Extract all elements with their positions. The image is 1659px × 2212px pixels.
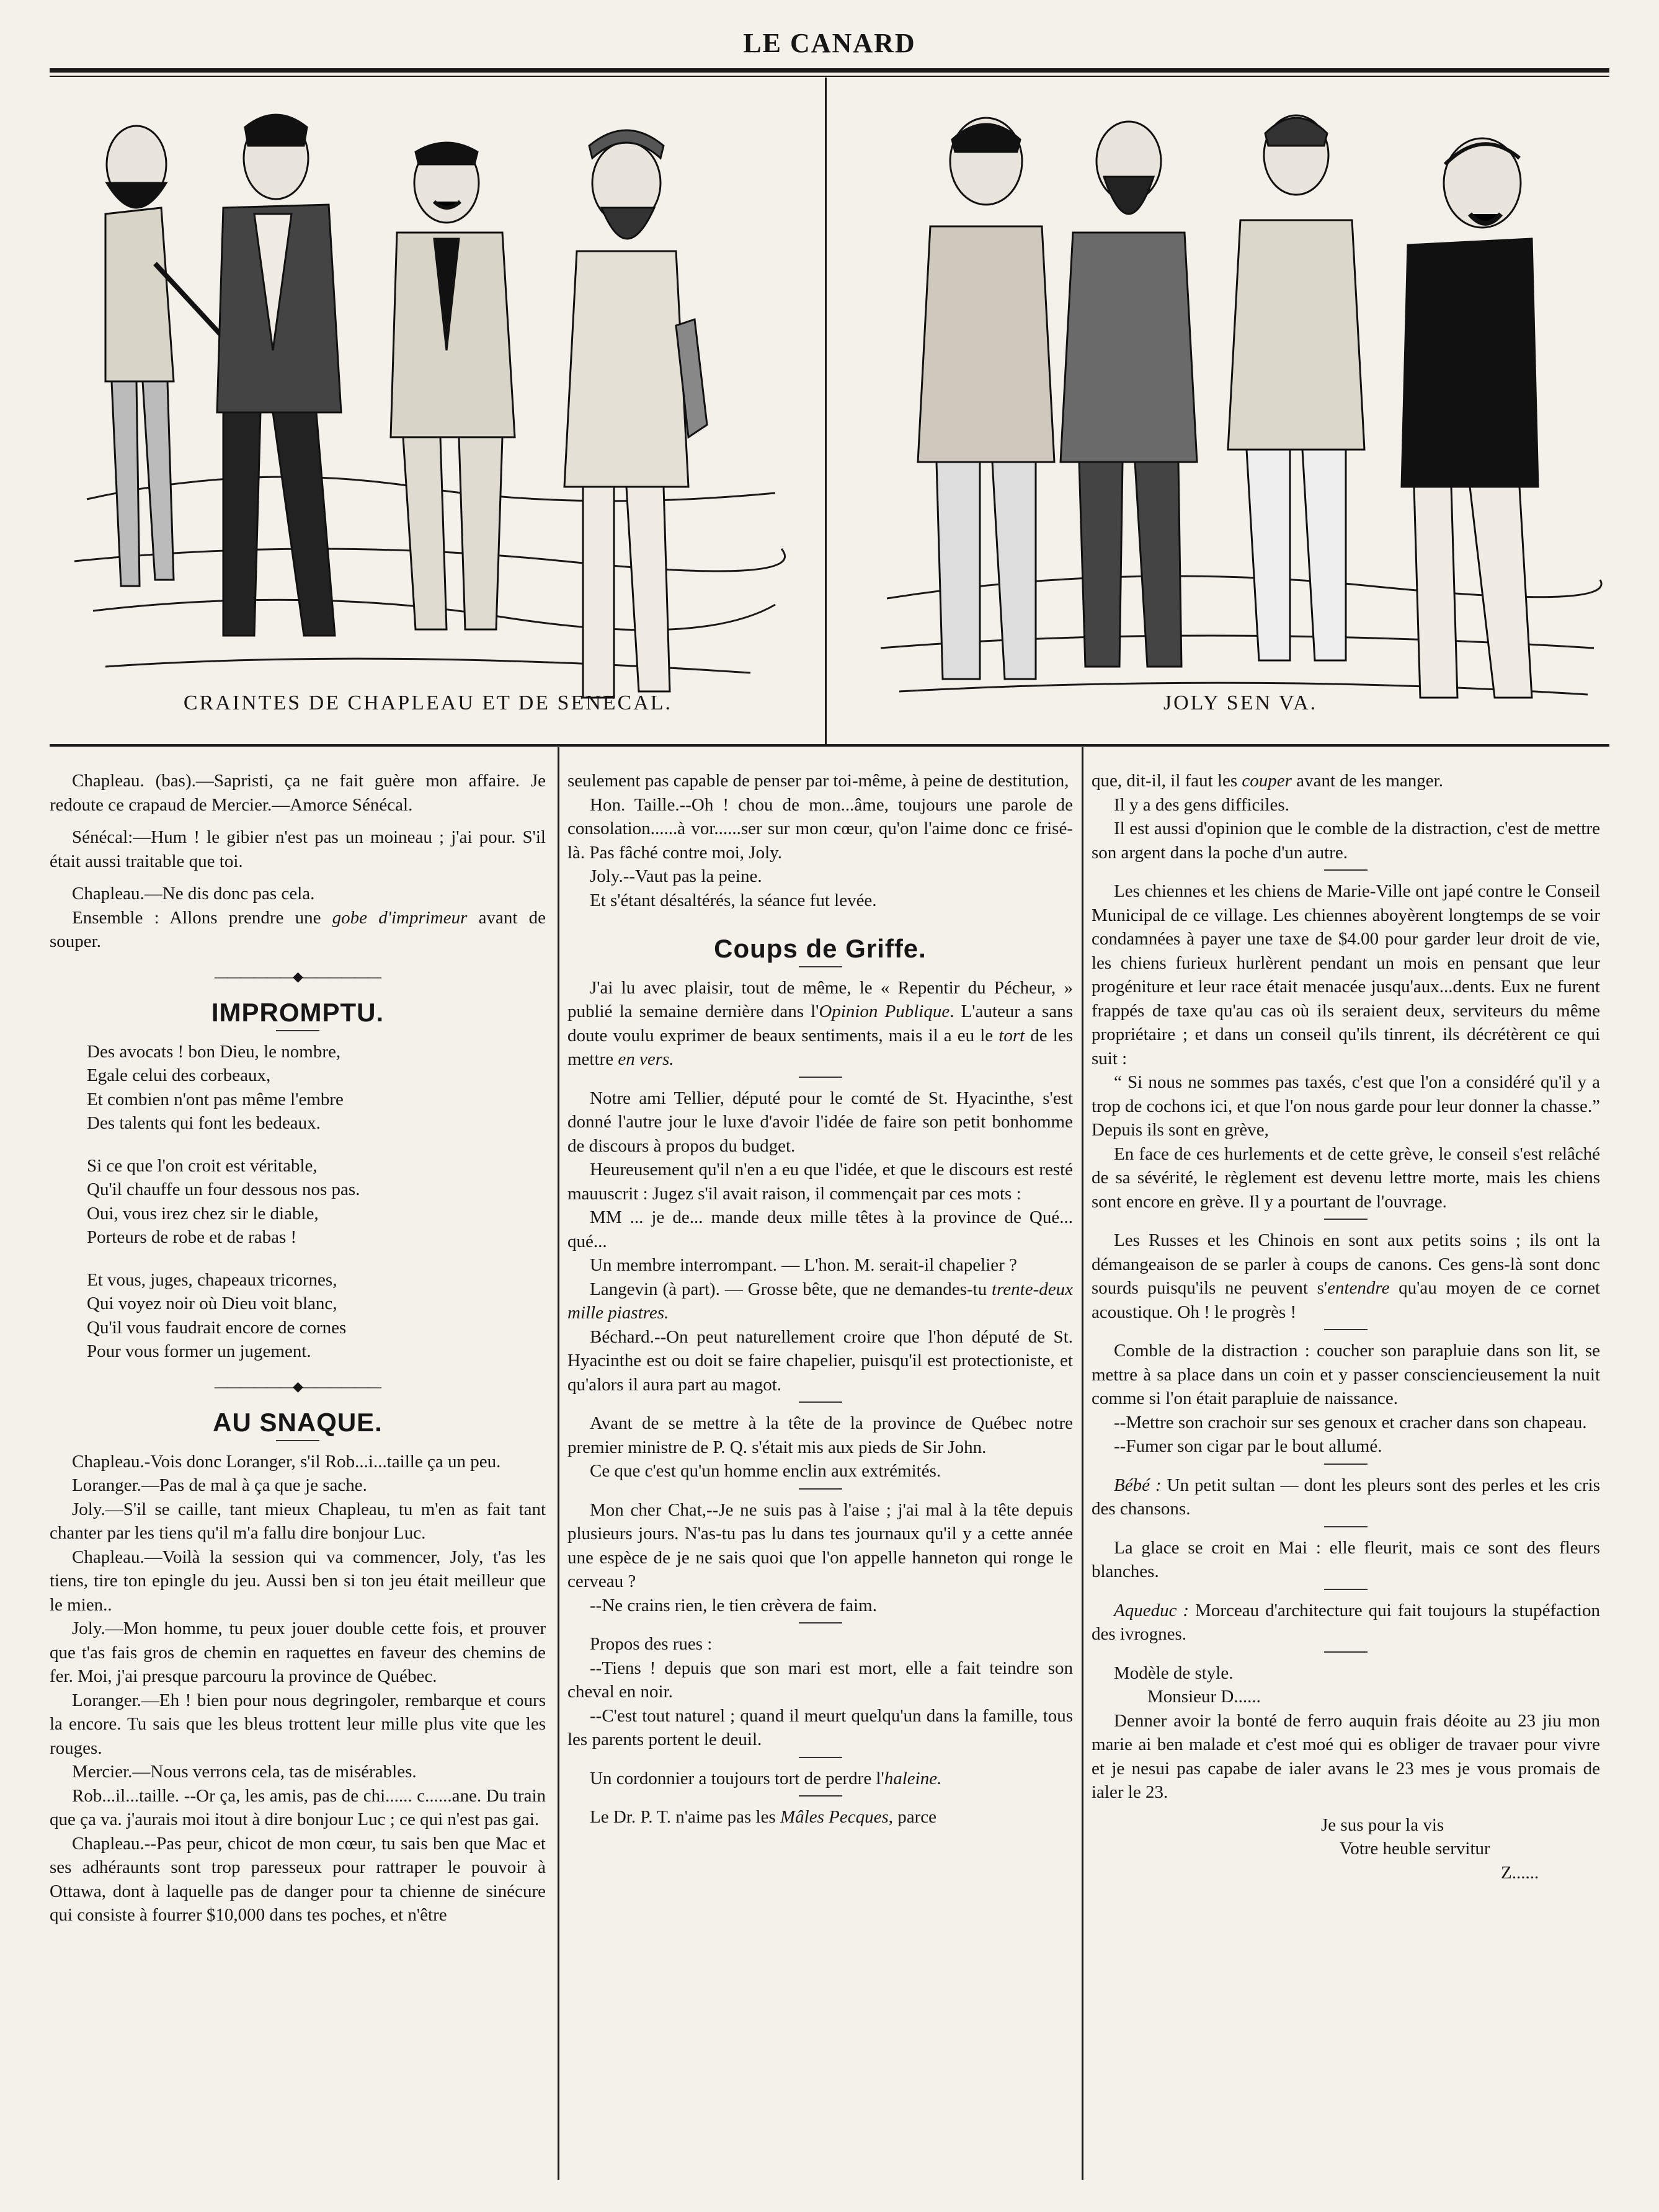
section-title-impromptu: IMPROMPTU. xyxy=(211,998,385,1027)
article-paragraph: Heureusement qu'il n'en a eu que l'idée, et que le discours est resté mauuscrit : Jugez s'il avait raison, il commençait par ces mots : xyxy=(567,1160,1073,1204)
column-3 xyxy=(1092,769,1600,1885)
poem-line: Si ce que l'on croit est véritable, xyxy=(87,1155,318,1176)
article-paragraph: Langevin (à part). — Grosse bête, que ne demandes-tu trente-deux mille piastres. xyxy=(567,1279,1073,1323)
poem-line: Des talents qui font les bedeaux. xyxy=(87,1113,321,1133)
top-rule-thin xyxy=(50,76,1609,77)
dialogue-paragraph: Mercier.—Nous verrons cela, tas de misérables. xyxy=(72,1762,417,1782)
short-rule xyxy=(1324,1589,1368,1590)
short-rule xyxy=(799,1488,842,1490)
short-rule xyxy=(1324,1329,1368,1330)
article-paragraph: Un membre interrompant. — L'hon. M. serait-il chapelier ? xyxy=(590,1255,1017,1275)
poem-line: Qu'il vous faudrait encore de cornes xyxy=(87,1317,347,1338)
article-paragraph: --Mettre son crachoir sur ses genoux et cracher dans son chapeau. xyxy=(1114,1412,1587,1432)
short-rule xyxy=(799,1622,842,1623)
short-rule xyxy=(1324,1464,1368,1465)
dialogue-paragraph: Chapleau.-Vois donc Loranger, s'il Rob...i...taille ça un peu. xyxy=(72,1451,501,1472)
short-rule xyxy=(799,1077,842,1078)
article-paragraph: Propos des rues : xyxy=(590,1634,713,1654)
dialogue-paragraph: Rob...il...taille. --Or ça, les amis, pas de chi...... c......ane. Du train que ça va. j'aurais moi itout à dire bonjour Luc ; ce qui n'est pas gai. xyxy=(50,1785,546,1829)
letter-salutation: Monsieur D...... xyxy=(1147,1687,1261,1707)
section-title-au-snaque: AU SNAQUE. xyxy=(213,1408,383,1437)
short-rule xyxy=(799,966,842,967)
short-rule xyxy=(276,1030,319,1031)
cartoon-left-caption: CRAINTES DE CHAPLEAU ET DE SENECAL. xyxy=(183,691,673,714)
article-paragraph: Il est aussi d'opinion que le comble de la distraction, c'est de mettre son argent dans la poche d'un autre. xyxy=(1092,819,1600,863)
article-paragraph: que, dit-il, il faut les couper avant de les manger. xyxy=(1092,771,1443,791)
dialogue-paragraph: Ensemble : Allons prendre une gobe d'imprimeur avant de souper. xyxy=(50,907,546,951)
masthead: LE CANARD xyxy=(743,28,916,58)
top-rule-thick xyxy=(50,68,1609,73)
dialogue-paragraph: Sénécal:—Hum ! le gibier n'est pas un moineau ; j'ai pour. S'il était aussi traitable que toi. xyxy=(50,827,546,871)
article-paragraph: Les Russes et les Chinois en sont aux petits soins ; ils ont la démangeaison de se parler à coups de canons. Ces gens-là sont donc sourds puisqu'ils ne peuvent s'entendre qu'au moyen de ce cornet acoustique. Oh ! le progrès ! xyxy=(1092,1230,1600,1322)
article-paragraph: Béchard.--On peut naturellement croire que l'hon député de St. Hyacinthe est ou doit se faire chapelier, puisqu'il est protectioniste, et qu'alors il aura part au magot. xyxy=(567,1326,1073,1395)
article-paragraph: Notre ami Tellier, député pour le comté de St. Hyacinthe, s'est donné l'autre jour le luxe d'avoir l'idée de faire son petit bonhomme de discours à propos du budget. xyxy=(567,1088,1073,1156)
short-rule xyxy=(1324,1526,1368,1527)
article-paragraph: Il y a des gens difficiles. xyxy=(1114,794,1289,815)
letter-heading: Modèle de style. xyxy=(1114,1663,1234,1683)
short-rule xyxy=(799,1795,842,1797)
poem-line: Des avocats ! bon Dieu, le nombre, xyxy=(87,1041,341,1062)
article-paragraph: Ce que c'est qu'un homme enclin aux extrémités. xyxy=(590,1461,941,1481)
short-rule xyxy=(1324,1219,1368,1220)
poem-line: Egale celui des corbeaux, xyxy=(87,1065,271,1085)
section-title-coups-de-griffe: Coups de Griffe. xyxy=(714,934,927,963)
letter-closing: Je sus pour la vis xyxy=(1321,1814,1444,1835)
dialogue-paragraph: Joly.--Vaut pas la peine. xyxy=(590,866,762,886)
article-paragraph: Le Dr. P. T. n'aime pas les Mâles Pecques, parce xyxy=(590,1807,937,1827)
short-rule xyxy=(1324,869,1368,871)
dialogue-paragraph: seulement pas capable de penser par toi-même, à peine de destitution, xyxy=(567,771,1069,791)
article-paragraph: Aqueduc : Morceau d'architecture qui fait toujours la stupéfaction des ivrognes. xyxy=(1092,1600,1600,1644)
column-2 xyxy=(567,769,1073,1829)
dialogue-paragraph: Chapleau.—Voilà la session qui va commencer, Joly, t'as les tiens, tire ton epingle du jeu. Aussi ben si ton jeu était meilleur que le mien.. xyxy=(50,1547,546,1615)
short-rule xyxy=(1324,1651,1368,1653)
dialogue-paragraph: Loranger.—Eh ! bien pour nous degringoler, rembarque et cours la encore. Tu sais que les bleus trottent leur mille plus vite que les rouges. xyxy=(50,1690,546,1758)
short-rule xyxy=(276,1440,319,1441)
dialogue-paragraph: Hon. Taille.--Oh ! chou de mon...âme, toujours une parole de consolation......à vor......ser sur mon cœur, qu'on l'aime donc ce frisé-là. Pas fâché contre moi, Joly. xyxy=(567,794,1073,863)
letter-closing: Votre heuble servitur xyxy=(1340,1839,1490,1859)
article-paragraph: “ Si nous ne sommes pas taxés, c'est que l'on a considéré qu'il y a trop de cochons ici, et que l'on nous garde pour leur donner la chasse.” Depuis ils sont en grève, xyxy=(1092,1072,1600,1140)
dialogue-paragraph: Chapleau. (bas).—Sapristi, ça ne fait guère mon affaire. Je redoute ce crapaud de Mercier.—Amorce Sénécal. xyxy=(50,771,546,815)
poem-line: Oui, vous irez chez sir le diable, xyxy=(87,1203,319,1224)
cartoon-left-illustration xyxy=(68,90,788,713)
cartoon-right-illustration xyxy=(874,90,1606,713)
column-1 xyxy=(50,769,546,1927)
poem-line: Et combien n'ont pas même l'embre xyxy=(87,1089,344,1109)
dialogue-paragraph: Loranger.—Pas de mal à ça que je sache. xyxy=(72,1475,367,1495)
column-divider-2 xyxy=(1082,747,1083,2180)
article-paragraph: --Tiens ! depuis que son mari est mort, elle a fait teindre son cheval en noir. xyxy=(567,1658,1073,1702)
article-paragraph: Un cordonnier a toujours tort de perdre l'haleine. xyxy=(590,1768,942,1788)
article-paragraph: --Ne crains rien, le tien crèvera de faim. xyxy=(590,1595,877,1615)
section-rule xyxy=(50,744,1609,747)
poem-line: Qu'il chauffe un four dessous nos pas. xyxy=(87,1179,360,1199)
article-paragraph: --Fumer son cigar par le bout allumé. xyxy=(1114,1436,1382,1456)
column-divider-1 xyxy=(558,747,559,2180)
dialogue-paragraph: Joly.—S'il se caille, tant mieux Chapleau, tu m'en as fait tant chanter par les tiens qu'il m'a fallu dire bonjour Luc. xyxy=(50,1499,546,1543)
poem-line: Pour vous former un jugement. xyxy=(87,1341,311,1361)
short-rule xyxy=(799,1401,842,1403)
dialogue-paragraph: Joly.—Mon homme, tu peux jouer double cette fois, et prouver que t'as fais gros de chemin en raquettes en faveur des chemins de fer. Moi, j'ai presque parcouru la province de Québec. xyxy=(50,1619,546,1686)
ornamental-divider: ——————◆—————— xyxy=(215,968,381,984)
article-paragraph: --C'est tout naturel ; quand il meurt quelqu'un dans la famille, tous les parents portent le deuil. xyxy=(567,1705,1073,1749)
dialogue-paragraph: Chapleau.--Pas peur, chicot de mon cœur, tu sais ben que Mac et ses adhéraunts sont trop paresseux pour rattraper le pouvoir à Ottawa, dont à laquelle pas de danger pour ta chienne de sinécure qui consiste à fourrer $10,000 dans tes poches, et n'être xyxy=(50,1833,546,1925)
article-paragraph: Comble de la distraction : coucher son parapluie dans son lit, se mettre à sa place dans un coin et y passer consciencieusement la nuit comme si l'on était parapluie de naissance. xyxy=(1092,1341,1600,1408)
article-paragraph: J'ai lu avec plaisir, tout de même, le « Repentir du Pécheur, » publié la semaine dernière dans l'Opinion Publique. L'auteur a sans doute voulu exprimer de beaux sentiments, mais il a eu le tort de les mettre en vers. xyxy=(567,977,1074,1069)
poem-line: Qui voyez noir où Dieu voit blanc, xyxy=(87,1294,337,1313)
letter-body: Denner avoir la bonté de ferro auquin frais déoite au 23 jiu mon marie ai ben malade et c'est moé qui es obliger de travaer pour vivre et je nesui pas capabe de ialer avans le 23 mes je vous promais de ialer le 23. xyxy=(1092,1710,1600,1802)
article-paragraph: Avant de se mettre à la tête de la province de Québec notre premier ministre de P. Q. s'était mis aux pieds de Sir John. xyxy=(567,1413,1073,1457)
poem-line: Et vous, juges, chapeaux tricornes, xyxy=(87,1269,337,1290)
article-paragraph: La glace se croit en Mai : elle fleurit, mais ce sont des fleurs blanches. xyxy=(1092,1537,1600,1581)
dialogue-paragraph: Chapleau.—Ne dis donc pas cela. xyxy=(72,884,315,904)
article-paragraph: MM ... je de... mande deux mille têtes à la province de Qué... qué... xyxy=(567,1207,1073,1251)
short-rule xyxy=(799,1757,842,1758)
article-paragraph: Bébé : Un petit sultan — dont les pleurs sont des perles et les cris des chansons. xyxy=(1092,1475,1600,1519)
ornamental-divider: ——————◆—————— xyxy=(215,1378,381,1394)
poem-line: Porteurs de robe et de rabas ! xyxy=(87,1227,297,1247)
letter-signature: Z...... xyxy=(1501,1862,1539,1883)
cartoon-right-caption: JOLY SEN VA. xyxy=(1163,691,1318,714)
cartoon-divider xyxy=(825,78,827,744)
article-paragraph: Mon cher Chat,--Je ne suis pas à l'aise ; j'ai mal à la tête depuis plusieurs jours. N'as-tu pas lu dans tes journaux qu'il y a cette année une espèce de je ne sais quoi que l'on appelle hanneton qui ronge le cerveau ? xyxy=(567,1499,1073,1591)
article-paragraph: En face de ces hurlements et de cette grève, le conseil s'est relâché de sa sévérité, le règlement est devenu lettre morte, mais les chiens sont encore en grève. Il y a pourtant de l'ouvrage. xyxy=(1092,1144,1600,1212)
dialogue-paragraph: Et s'étant désaltérés, la séance fut levée. xyxy=(590,890,877,910)
article-paragraph: Les chiennes et les chiens de Marie-Ville ont japé contre le Conseil Municipal de ce village. Les chiennes aboyèrent longtemps de se voir condamnées à payer une taxe de $4.00 pour garder leur droit de vie, les chiens furieux hurlèrent pendant un mois en pensant que leur progéniture et leur race était menacée jusqu'aux...dents. Eux ne furent frappés de taxe qu'au cas où ils seraient deux, serviteurs du même propriétaire ; et dans un conseil qu'ils tinrent, ils décrétèrent ce qui suit : xyxy=(1092,881,1600,1068)
